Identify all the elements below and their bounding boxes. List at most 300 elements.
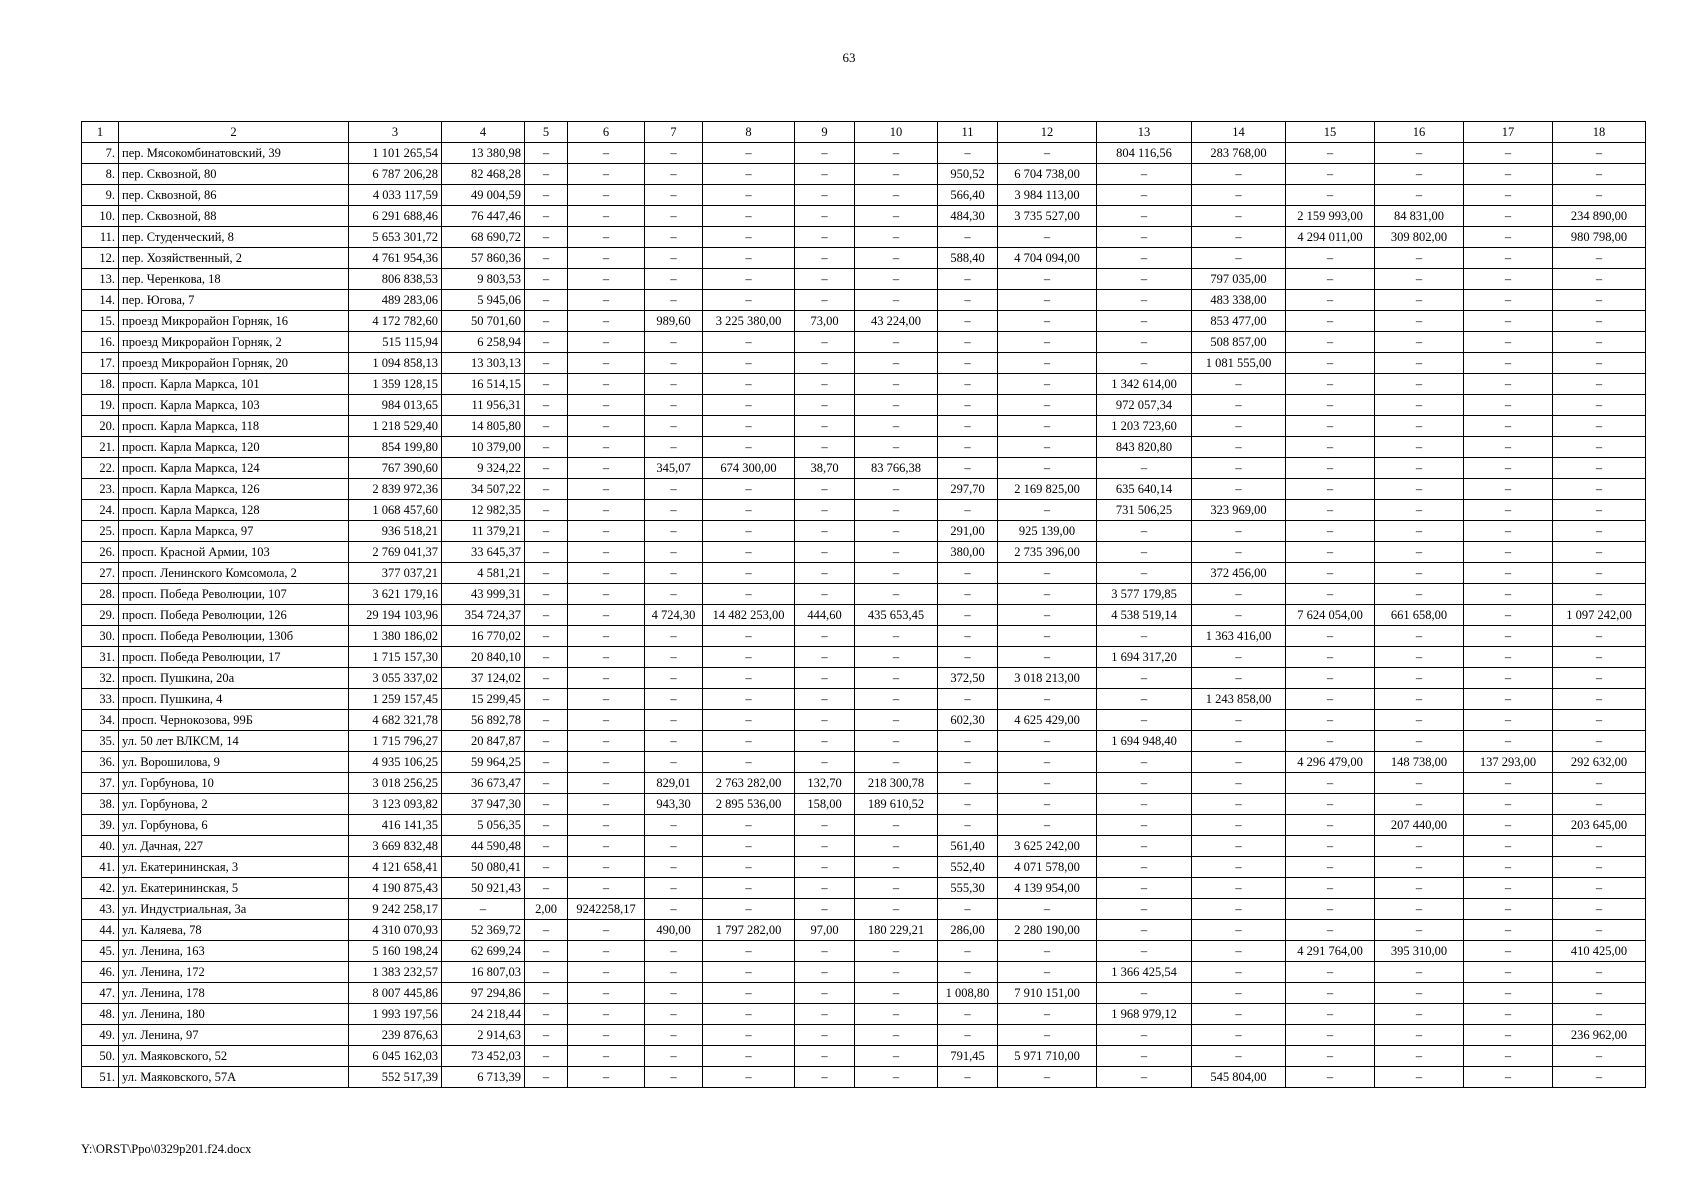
value-cell: – (1553, 374, 1646, 395)
row-number-cell: 29. (82, 605, 119, 626)
value-cell: 4 139 954,00 (998, 878, 1097, 899)
value-cell: – (703, 374, 795, 395)
value-cell: 989,60 (645, 311, 703, 332)
value-cell: – (1192, 668, 1286, 689)
value-cell: – (855, 584, 938, 605)
value-cell: – (703, 563, 795, 584)
table-row (82, 941, 1646, 962)
value-cell: – (568, 416, 645, 437)
value-cell: 2 769 041,37 (349, 542, 442, 563)
value-cell: – (1553, 920, 1646, 941)
value-cell: – (1192, 584, 1286, 605)
value-cell: – (525, 311, 568, 332)
value-cell: – (568, 458, 645, 479)
value-cell: – (1464, 689, 1553, 710)
value-cell: – (1192, 227, 1286, 248)
value-cell: – (1553, 794, 1646, 815)
value-cell: – (1286, 479, 1375, 500)
address-cell: проезд Микрорайон Горняк, 2 (119, 332, 349, 353)
value-cell: 4 935 106,25 (349, 752, 442, 773)
value-cell: – (645, 1046, 703, 1067)
table-row (82, 1046, 1646, 1067)
row-number-cell: 49. (82, 1025, 119, 1046)
value-cell: 68 690,72 (442, 227, 525, 248)
value-cell: – (1097, 290, 1192, 311)
value-cell: 508 857,00 (1192, 332, 1286, 353)
value-cell: – (795, 1025, 855, 1046)
value-cell: – (1553, 143, 1646, 164)
row-number-cell: 13. (82, 269, 119, 290)
value-cell: – (645, 752, 703, 773)
value-cell: – (1464, 1004, 1553, 1025)
value-cell: – (1192, 920, 1286, 941)
value-cell: – (998, 563, 1097, 584)
value-cell: – (1097, 164, 1192, 185)
value-cell: – (1286, 500, 1375, 521)
value-cell: – (525, 836, 568, 857)
value-cell: 797 035,00 (1192, 269, 1286, 290)
value-cell: – (1464, 584, 1553, 605)
value-cell: – (703, 185, 795, 206)
value-cell: – (1097, 899, 1192, 920)
value-cell: – (795, 437, 855, 458)
value-cell: – (568, 206, 645, 227)
address-cell: просп. Карла Маркса, 120 (119, 437, 349, 458)
value-cell: – (855, 521, 938, 542)
value-cell: – (1375, 731, 1464, 752)
value-cell: 8 007 445,86 (349, 983, 442, 1004)
value-cell: – (795, 227, 855, 248)
value-cell: – (795, 878, 855, 899)
value-cell: 49 004,59 (442, 185, 525, 206)
value-cell: – (1097, 248, 1192, 269)
value-cell: – (525, 920, 568, 941)
value-cell: – (938, 1004, 998, 1025)
value-cell: – (703, 353, 795, 374)
value-cell: – (795, 752, 855, 773)
value-cell: – (568, 920, 645, 941)
value-cell: – (645, 269, 703, 290)
value-cell: – (1097, 227, 1192, 248)
value-cell: – (568, 878, 645, 899)
value-cell: – (998, 899, 1097, 920)
value-cell: – (1192, 1004, 1286, 1025)
value-cell: – (525, 605, 568, 626)
value-cell: – (938, 416, 998, 437)
value-cell: 283 768,00 (1192, 143, 1286, 164)
value-cell: 3 018 256,25 (349, 773, 442, 794)
column-header: 13 (1097, 122, 1192, 143)
value-cell: 34 507,22 (442, 479, 525, 500)
value-cell: 345,07 (645, 458, 703, 479)
value-cell: – (703, 269, 795, 290)
value-cell: 943,30 (645, 794, 703, 815)
value-cell: – (1553, 710, 1646, 731)
value-cell: 4 310 070,93 (349, 920, 442, 941)
value-cell: – (998, 332, 1097, 353)
value-cell: 936 518,21 (349, 521, 442, 542)
value-cell: – (568, 311, 645, 332)
value-cell: – (855, 647, 938, 668)
value-cell: – (1464, 710, 1553, 731)
value-cell: – (1192, 752, 1286, 773)
value-cell: – (568, 794, 645, 815)
value-cell: 83 766,38 (855, 458, 938, 479)
value-cell: – (1097, 626, 1192, 647)
row-number-cell: 44. (82, 920, 119, 941)
value-cell: 380,00 (938, 542, 998, 563)
value-cell: – (645, 1025, 703, 1046)
value-cell: – (1553, 1046, 1646, 1067)
table-row (82, 626, 1646, 647)
value-cell: 3 669 832,48 (349, 836, 442, 857)
value-cell: 980 798,00 (1553, 227, 1646, 248)
value-cell: – (645, 416, 703, 437)
value-cell: – (855, 731, 938, 752)
value-cell: – (998, 353, 1097, 374)
value-cell: – (568, 689, 645, 710)
value-cell: 2 914,63 (442, 1025, 525, 1046)
value-cell: 207 440,00 (1375, 815, 1464, 836)
value-cell: – (1286, 1004, 1375, 1025)
row-number-cell: 26. (82, 542, 119, 563)
value-cell: 286,00 (938, 920, 998, 941)
value-cell: 635 640,14 (1097, 479, 1192, 500)
value-cell: – (1553, 878, 1646, 899)
value-cell: – (938, 269, 998, 290)
value-cell: – (1286, 1046, 1375, 1067)
value-cell: – (1192, 185, 1286, 206)
value-cell: – (1464, 668, 1553, 689)
address-cell: просп. Победа Революции, 130б (119, 626, 349, 647)
value-cell: – (645, 542, 703, 563)
value-cell: 234 890,00 (1553, 206, 1646, 227)
value-cell: – (568, 605, 645, 626)
value-cell: – (998, 752, 1097, 773)
value-cell: 14 482 253,00 (703, 605, 795, 626)
value-cell: 483 338,00 (1192, 290, 1286, 311)
value-cell: 853 477,00 (1192, 311, 1286, 332)
value-cell: – (1375, 920, 1464, 941)
value-cell: – (1464, 626, 1553, 647)
row-number-cell: 50. (82, 1046, 119, 1067)
value-cell: 52 369,72 (442, 920, 525, 941)
column-header: 4 (442, 122, 525, 143)
value-cell: – (703, 731, 795, 752)
value-cell: 566,40 (938, 185, 998, 206)
address-cell: ул. Каляева, 78 (119, 920, 349, 941)
value-cell: – (525, 794, 568, 815)
address-cell: просп. Карла Маркса, 126 (119, 479, 349, 500)
value-cell: – (525, 416, 568, 437)
value-cell: 20 840,10 (442, 647, 525, 668)
value-cell: – (855, 857, 938, 878)
value-cell: – (795, 1004, 855, 1025)
table-row (82, 143, 1646, 164)
value-cell: 1 380 186,02 (349, 626, 442, 647)
value-cell: 6 291 688,46 (349, 206, 442, 227)
value-cell: 9242258,17 (568, 899, 645, 920)
row-number-cell: 35. (82, 731, 119, 752)
value-cell: – (645, 668, 703, 689)
value-cell: – (855, 269, 938, 290)
value-cell: – (525, 458, 568, 479)
row-number-cell: 25. (82, 521, 119, 542)
address-cell: ул. Маяковского, 52 (119, 1046, 349, 1067)
value-cell: – (1286, 626, 1375, 647)
value-cell: – (1286, 815, 1375, 836)
value-cell: – (1286, 185, 1375, 206)
value-cell: – (1097, 269, 1192, 290)
value-cell: – (1192, 542, 1286, 563)
value-cell: 14 805,80 (442, 416, 525, 437)
row-number-cell: 47. (82, 983, 119, 1004)
value-cell: 972 057,34 (1097, 395, 1192, 416)
value-cell: – (645, 290, 703, 311)
value-cell: – (568, 773, 645, 794)
value-cell: – (568, 1046, 645, 1067)
value-cell: – (645, 332, 703, 353)
value-cell: – (525, 647, 568, 668)
value-cell: – (703, 206, 795, 227)
value-cell: – (1464, 731, 1553, 752)
value-cell: – (1553, 248, 1646, 269)
value-cell: – (998, 605, 1097, 626)
value-cell: – (1464, 605, 1553, 626)
value-cell: – (795, 1067, 855, 1088)
value-cell: 158,00 (795, 794, 855, 815)
address-cell: пер. Мясокомбинатовский, 39 (119, 143, 349, 164)
row-number-cell: 48. (82, 1004, 119, 1025)
value-cell: 2,00 (525, 899, 568, 920)
value-cell: – (1464, 500, 1553, 521)
value-cell: – (1464, 647, 1553, 668)
value-cell: 239 876,63 (349, 1025, 442, 1046)
table-row (82, 836, 1646, 857)
value-cell: – (703, 668, 795, 689)
column-header: 10 (855, 122, 938, 143)
value-cell: 180 229,21 (855, 920, 938, 941)
value-cell: 854 199,80 (349, 437, 442, 458)
row-number-cell: 11. (82, 227, 119, 248)
value-cell: – (1192, 815, 1286, 836)
value-cell: – (703, 626, 795, 647)
value-cell: 984 013,65 (349, 395, 442, 416)
value-cell: – (1286, 521, 1375, 542)
value-cell: – (1464, 416, 1553, 437)
value-cell: – (1464, 521, 1553, 542)
value-cell: 16 807,03 (442, 962, 525, 983)
value-cell: – (525, 164, 568, 185)
value-cell: – (645, 185, 703, 206)
value-cell: – (1464, 563, 1553, 584)
value-cell: 1 081 555,00 (1192, 353, 1286, 374)
value-cell: – (855, 248, 938, 269)
value-cell: 1 218 529,40 (349, 416, 442, 437)
value-cell: – (568, 1004, 645, 1025)
address-cell: проезд Микрорайон Горняк, 16 (119, 311, 349, 332)
value-cell: – (1192, 857, 1286, 878)
value-cell: – (703, 689, 795, 710)
value-cell: – (525, 815, 568, 836)
address-cell: просп. Победа Революции, 17 (119, 647, 349, 668)
value-cell: – (1464, 206, 1553, 227)
value-cell: 148 738,00 (1375, 752, 1464, 773)
value-cell: – (1097, 311, 1192, 332)
value-cell: – (1464, 962, 1553, 983)
value-cell: – (998, 458, 1097, 479)
value-cell: – (1375, 836, 1464, 857)
value-cell: – (1192, 731, 1286, 752)
value-cell: – (525, 395, 568, 416)
value-cell: – (795, 563, 855, 584)
value-cell: – (855, 626, 938, 647)
value-cell: 561,40 (938, 836, 998, 857)
value-cell: 806 838,53 (349, 269, 442, 290)
value-cell: – (645, 227, 703, 248)
value-cell: 2 280 190,00 (998, 920, 1097, 941)
value-cell: – (703, 416, 795, 437)
value-cell: – (1192, 773, 1286, 794)
value-cell: – (1464, 290, 1553, 311)
value-cell: 1 715 157,30 (349, 647, 442, 668)
row-number-cell: 8. (82, 164, 119, 185)
value-cell: – (1375, 563, 1464, 584)
data-table (81, 121, 1646, 1088)
value-cell: – (1097, 1046, 1192, 1067)
value-cell: 1 359 128,15 (349, 374, 442, 395)
value-cell: – (938, 899, 998, 920)
value-cell: – (703, 962, 795, 983)
value-cell: – (795, 1046, 855, 1067)
table-row (82, 920, 1646, 941)
row-number-cell: 51. (82, 1067, 119, 1088)
value-cell: 43 999,31 (442, 584, 525, 605)
value-cell: – (855, 983, 938, 1004)
value-cell: 9 324,22 (442, 458, 525, 479)
value-cell: 57 860,36 (442, 248, 525, 269)
value-cell: 416 141,35 (349, 815, 442, 836)
value-cell: – (525, 710, 568, 731)
value-cell: – (938, 815, 998, 836)
data-table-container (81, 121, 1632, 1088)
value-cell: – (1464, 1046, 1553, 1067)
value-cell: – (703, 1067, 795, 1088)
value-cell: 489 283,06 (349, 290, 442, 311)
row-number-cell: 23. (82, 479, 119, 500)
value-cell: – (1464, 143, 1553, 164)
column-header: 3 (349, 122, 442, 143)
value-cell: – (703, 227, 795, 248)
value-cell: – (1097, 815, 1192, 836)
value-cell: – (1464, 794, 1553, 815)
value-cell: – (1097, 752, 1192, 773)
value-cell: – (1286, 563, 1375, 584)
table-row (82, 437, 1646, 458)
value-cell: – (645, 248, 703, 269)
value-cell: 73,00 (795, 311, 855, 332)
value-cell: – (1097, 542, 1192, 563)
value-cell: – (938, 794, 998, 815)
value-cell: – (1464, 227, 1553, 248)
row-number-cell: 38. (82, 794, 119, 815)
address-cell: ул. Индустриальная, 3а (119, 899, 349, 920)
value-cell: 4 033 117,59 (349, 185, 442, 206)
value-cell: – (703, 878, 795, 899)
address-cell: пер. Сквозной, 86 (119, 185, 349, 206)
value-cell: – (1286, 689, 1375, 710)
value-cell: – (703, 899, 795, 920)
table-row (82, 731, 1646, 752)
value-cell: 515 115,94 (349, 332, 442, 353)
value-cell: 323 969,00 (1192, 500, 1286, 521)
value-cell: 73 452,03 (442, 1046, 525, 1067)
value-cell: – (938, 584, 998, 605)
value-cell: – (1464, 332, 1553, 353)
value-cell: 804 116,56 (1097, 143, 1192, 164)
value-cell: – (998, 500, 1097, 521)
value-cell: – (703, 143, 795, 164)
value-cell: 484,30 (938, 206, 998, 227)
row-number-cell: 20. (82, 416, 119, 437)
value-cell: – (703, 647, 795, 668)
value-cell: – (525, 479, 568, 500)
value-cell: – (1375, 710, 1464, 731)
value-cell: – (1553, 353, 1646, 374)
value-cell: – (1464, 395, 1553, 416)
value-cell: – (645, 584, 703, 605)
value-cell: – (525, 1004, 568, 1025)
value-cell: – (1375, 374, 1464, 395)
address-cell: просп. Чернокозова, 99Б (119, 710, 349, 731)
table-row (82, 521, 1646, 542)
value-cell: – (645, 521, 703, 542)
value-cell: 3 123 093,82 (349, 794, 442, 815)
value-cell: – (795, 710, 855, 731)
value-cell: – (1192, 605, 1286, 626)
value-cell: – (703, 1046, 795, 1067)
value-cell: – (1097, 794, 1192, 815)
value-cell: 6 787 206,28 (349, 164, 442, 185)
address-cell: ул. 50 лет ВЛКСМ, 14 (119, 731, 349, 752)
value-cell: – (1375, 500, 1464, 521)
value-cell: – (1553, 647, 1646, 668)
value-cell: 545 804,00 (1192, 1067, 1286, 1088)
value-cell: – (795, 185, 855, 206)
value-cell: – (795, 857, 855, 878)
page-number: 63 (842, 50, 856, 65)
value-cell: – (645, 836, 703, 857)
value-cell: – (855, 353, 938, 374)
value-cell: – (1286, 899, 1375, 920)
value-cell: – (938, 962, 998, 983)
value-cell: – (1286, 164, 1375, 185)
table-row (82, 794, 1646, 815)
table-row (82, 185, 1646, 206)
value-cell: – (568, 185, 645, 206)
value-cell: – (703, 752, 795, 773)
value-cell: – (568, 941, 645, 962)
value-cell: – (938, 353, 998, 374)
value-cell: – (855, 290, 938, 311)
value-cell: – (525, 941, 568, 962)
value-cell: – (938, 731, 998, 752)
value-cell: – (1553, 563, 1646, 584)
value-cell: – (525, 437, 568, 458)
value-cell: – (1375, 773, 1464, 794)
address-cell: ул. Горбунова, 6 (119, 815, 349, 836)
value-cell: – (703, 857, 795, 878)
